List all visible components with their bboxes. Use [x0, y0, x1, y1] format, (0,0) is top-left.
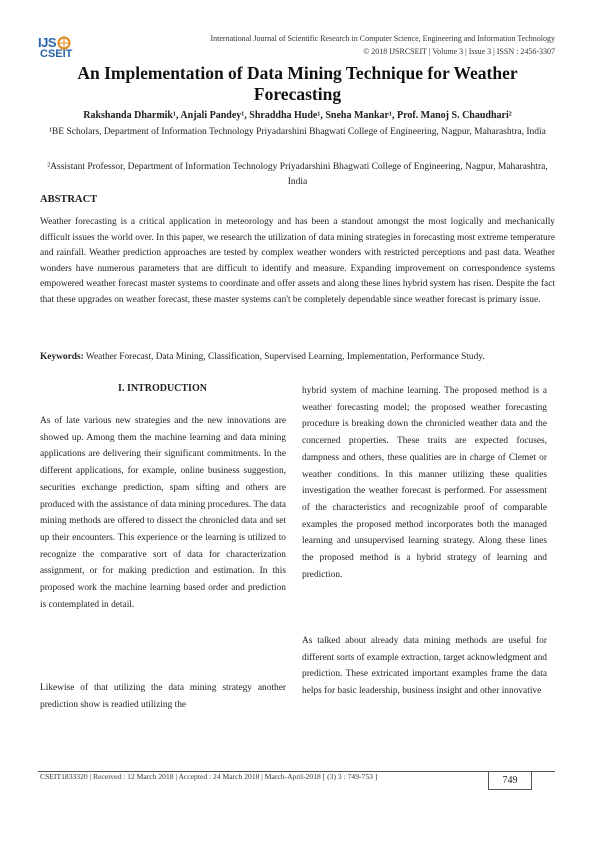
- keywords-text: Weather Forecast, Data Mining, Classification, Supervised Learning, Implementation, Performance Study.: [83, 352, 485, 362]
- affiliation-1: ¹BE Scholars, Department of Information Technology Priyadarshini Bhagwati College of Engineering, Nagpur, Maharashtra, India: [49, 127, 546, 137]
- keywords-label: Keywords:: [40, 352, 84, 362]
- abstract-heading: ABSTRACT: [40, 194, 98, 205]
- journal-logo: [38, 35, 84, 65]
- footer-text: CSEIT1833320 | Received : 12 March 2018 | Accepted : 24 March 2018 | March-April-2018 [ (3) 3 : 749-753 ]: [40, 772, 378, 781]
- left-column-paragraph-2: Likewise of that utilizing the data mining strategy another prediction show is readied utilizing the: [40, 683, 286, 710]
- keywords: [40, 350, 555, 365]
- left-column-paragraph-1: As of late various new strategies and the new innovations are showed up. Among them the machine learning and data mining applications are delivering their significant commitments. In the different applications, for example, online business suggestion, securities exchange prediction, spam sifting and others are produced with the assistance of data mining procedures. The data mining methods are offered to dissect the chronicled data and set up their encounters. This experience or the learning is utilized to recognize the comparative sort of data for characterization assignment, or for making prediction and estimation. In this proposed work the machine learning based order and prediction is contemplated in detail.: [40, 416, 286, 610]
- abstract-text: Weather forecasting is a critical application in meteorology and has been a standout amongst the most logically and mechanically difficult issues the world over. In this paper, we research the utilization of data mining strategies in forecasting most extreme temperature and rainfall. Weather prediction approaches are tested by complex weather wonders with restricted perceptions and past data. Weather wonders have numerous parameters that are difficult to identify and measure. Expanding improvement on correspondence systems empowered weather forecast master systems to coordinate and offer assets and along these lines hybrid system has risen. Despite the fact that these upgrades on weather forecast, these master systems can't be completely dependable since weather forecast is primary issue.: [40, 217, 555, 305]
- journal-header: [115, 32, 555, 58]
- right-column-paragraph-1: hybrid system of machine learning. The proposed method is a weather forecasting model; the proposed weather forecasting procedure is breaking down the chronicled weather data and the concerned properties. These traits are expected focuses, dampness and others, these qualities are in charge of Clemet or weather conditions. In this manner utilizing these qualities investigation the weather forecast is performed. For assessment of the characteristics and recognizable proof of comparable examples the proposed method incorporates both the managed learning and unsupervised learning strategy. Along these lines the proposed method is a hybrid strategy of learning and prediction.: [302, 386, 547, 580]
- paper-title: An Implementation of Data Mining Technique for Weather Forecasting: [77, 63, 518, 104]
- right-column-paragraph-2: As talked about already data mining methods are useful for different sorts of example extraction, target acknowledgment and prediction. These extricated important examples frame the data helps for basic leadership, business insight and other innovative: [302, 636, 547, 697]
- page-number: 749: [488, 772, 532, 790]
- affiliation-2: ²Assistant Professor, Department of Information Technology Priyadarshini Bhagwati College of Engineering, Nagpur, Maharashtra, India: [47, 162, 548, 187]
- logo-text-top: IJS: [38, 35, 57, 50]
- section-heading-introduction: I. INTRODUCTION: [118, 383, 207, 394]
- journal-issue: © 2018 IJSRCSEIT | Volume 3 | Issue 3 | ISSN : 2456-3307: [363, 47, 555, 56]
- journal-name: International Journal of Scientific Research in Computer Science, Engineering and Information Technology: [210, 34, 555, 43]
- author-list: Rakshanda Dharmik¹, Anjali Pandey¹, Shraddha Hude¹, Sneha Mankar¹, Prof. Manoj S. Chaudhari²: [83, 110, 512, 121]
- logo-text-bottom: CSEIT: [40, 48, 73, 60]
